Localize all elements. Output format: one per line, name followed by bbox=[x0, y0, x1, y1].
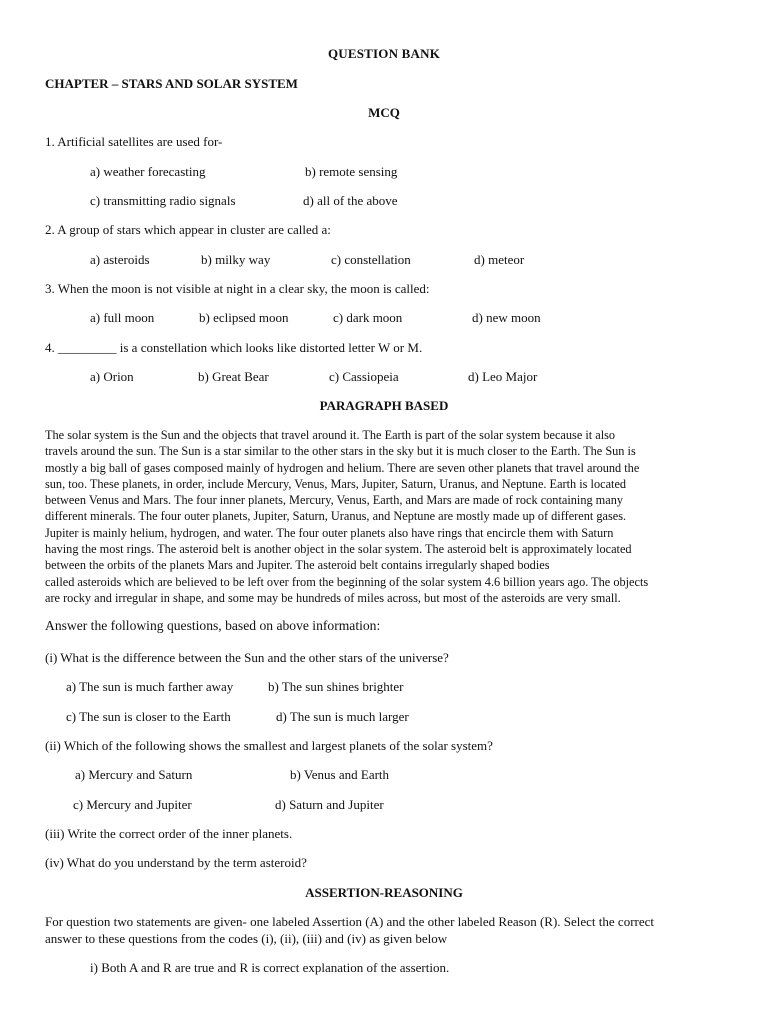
mcq-question-1: 1. Artificial satellites are used for- bbox=[45, 134, 223, 149]
mcq-2-option-c: c) constellation bbox=[331, 252, 411, 267]
passage-line: The solar system is the Sun and the objects that travel around it. The Earth is part of the solar system because it also bbox=[45, 428, 616, 442]
pq-1-option-b: b) The sun shines brighter bbox=[268, 679, 404, 694]
assertion-option-1: i) Both A and R are true and R is correct explanation of the assertion. bbox=[90, 960, 450, 975]
mcq-2-option-b: b) milky way bbox=[201, 252, 271, 267]
pq-1-option-a: a) The sun is much farther away bbox=[66, 679, 234, 694]
passage-line: between Venus and Mars. The four inner planets, Mercury, Venus, Earth, and Mars are made of rock containing many bbox=[45, 493, 624, 508]
mcq-3-option-a: a) full moon bbox=[90, 310, 155, 325]
page-title: QUESTION BANK bbox=[327, 46, 441, 61]
mcq-1-option-c: c) transmitting radio signals bbox=[90, 193, 236, 208]
mcq-4-option-c: c) Cassiopeia bbox=[329, 369, 399, 384]
mcq-3-option-d: d) new moon bbox=[472, 310, 541, 325]
mcq-question-4: 4. _________ is a constellation which looks like distorted letter W or M. bbox=[45, 340, 423, 355]
paragraph-heading: PARAGRAPH BASED bbox=[319, 398, 449, 413]
pq-2-option-a: a) Mercury and Saturn bbox=[75, 767, 193, 782]
assertion-intro-line: For question two statements are given- one labeled Assertion (A) and the other labeled Reason (R). Select the correct bbox=[45, 914, 655, 929]
mcq-2-option-a: a) asteroids bbox=[90, 252, 150, 267]
paragraph-question-1: (i) What is the difference between the Sun and the other stars of the universe? bbox=[45, 650, 449, 665]
mcq-heading: MCQ bbox=[368, 105, 400, 120]
mcq-question-3: 3. When the moon is not visible at night in a clear sky, the moon is called: bbox=[45, 281, 430, 296]
passage-line: are rocky and irregular in shape, and some may be hundreds of miles across, but most of the asteroids are very small. bbox=[45, 590, 621, 605]
passage-line: called asteroids which are believed to be left over from the beginning of the solar system 4.6 billion years ago. The objects bbox=[45, 574, 649, 589]
pq-2-option-d: d) Saturn and Jupiter bbox=[275, 797, 384, 812]
passage-line: Jupiter is mainly helium, hydrogen, and water. The four outer planets also have rings that encircle them with Saturn bbox=[45, 525, 614, 540]
mcq-4-option-a: a) Orion bbox=[90, 369, 134, 384]
mcq-1-option-a: a) weather forecasting bbox=[90, 164, 206, 179]
assertion-intro-line: answer to these questions from the codes (i), (ii), (iii) and (iv) as given below bbox=[45, 931, 448, 946]
passage-line: sun, too. These planets, in order, include Mercury, Venus, Mars, Jupiter, Saturn, Uranus, and Neptune. Earth is located bbox=[45, 476, 627, 491]
mcq-1-option-d: d) all of the above bbox=[303, 193, 398, 208]
passage bbox=[45, 427, 725, 606]
paragraph-lead: Answer the following questions, based on above information: bbox=[45, 618, 381, 633]
mcq-3-option-b: b) eclipsed moon bbox=[199, 310, 289, 325]
pq-2-option-c: c) Mercury and Jupiter bbox=[73, 797, 192, 812]
passage-line: different minerals. The four outer planets, Jupiter, Saturn, Uranus, and Neptune are mostly made up of different gases. bbox=[45, 509, 627, 524]
passage-line: between the orbits of the planets Mars and Jupiter. The asteroid belt contains irregularly shaped bodies bbox=[45, 558, 550, 573]
passage-line: mostly a big ball of gases composed mainly of hydrogen and helium. There are seven other planets that travel around the bbox=[45, 460, 640, 475]
paragraph-question-4: (iv) What do you understand by the term asteroid? bbox=[45, 855, 307, 870]
assertion-heading: ASSERTION-REASONING bbox=[305, 885, 463, 900]
pq-1-option-c: c) The sun is closer to the Earth bbox=[66, 709, 231, 724]
pq-1-option-d: d) The sun is much larger bbox=[276, 709, 409, 724]
mcq-4-option-d: d) Leo Major bbox=[468, 369, 538, 384]
paragraph-question-3: (iii) Write the correct order of the inner planets. bbox=[45, 826, 293, 841]
mcq-3-option-c: c) dark moon bbox=[333, 310, 403, 325]
pq-2-option-b: b) Venus and Earth bbox=[290, 767, 390, 782]
mcq-question-2: 2. A group of stars which appear in cluster are called a: bbox=[45, 222, 331, 237]
mcq-1-option-b: b) remote sensing bbox=[305, 164, 398, 179]
mcq-2-option-d: d) meteor bbox=[474, 252, 525, 267]
paragraph-question-2: (ii) Which of the following shows the smallest and largest planets of the solar system? bbox=[45, 738, 493, 753]
passage-line: having the most rings. The asteroid belt is another object in the solar system. The asteroid belt is approximately located bbox=[45, 542, 632, 557]
passage-line: travels around the sun. The Sun is a star similar to the other stars in the sky but it is much closer to the Earth. The Sun is bbox=[45, 444, 636, 459]
mcq-4-option-b: b) Great Bear bbox=[198, 369, 269, 384]
chapter-heading: CHAPTER – STARS AND SOLAR SYSTEM bbox=[45, 76, 298, 91]
